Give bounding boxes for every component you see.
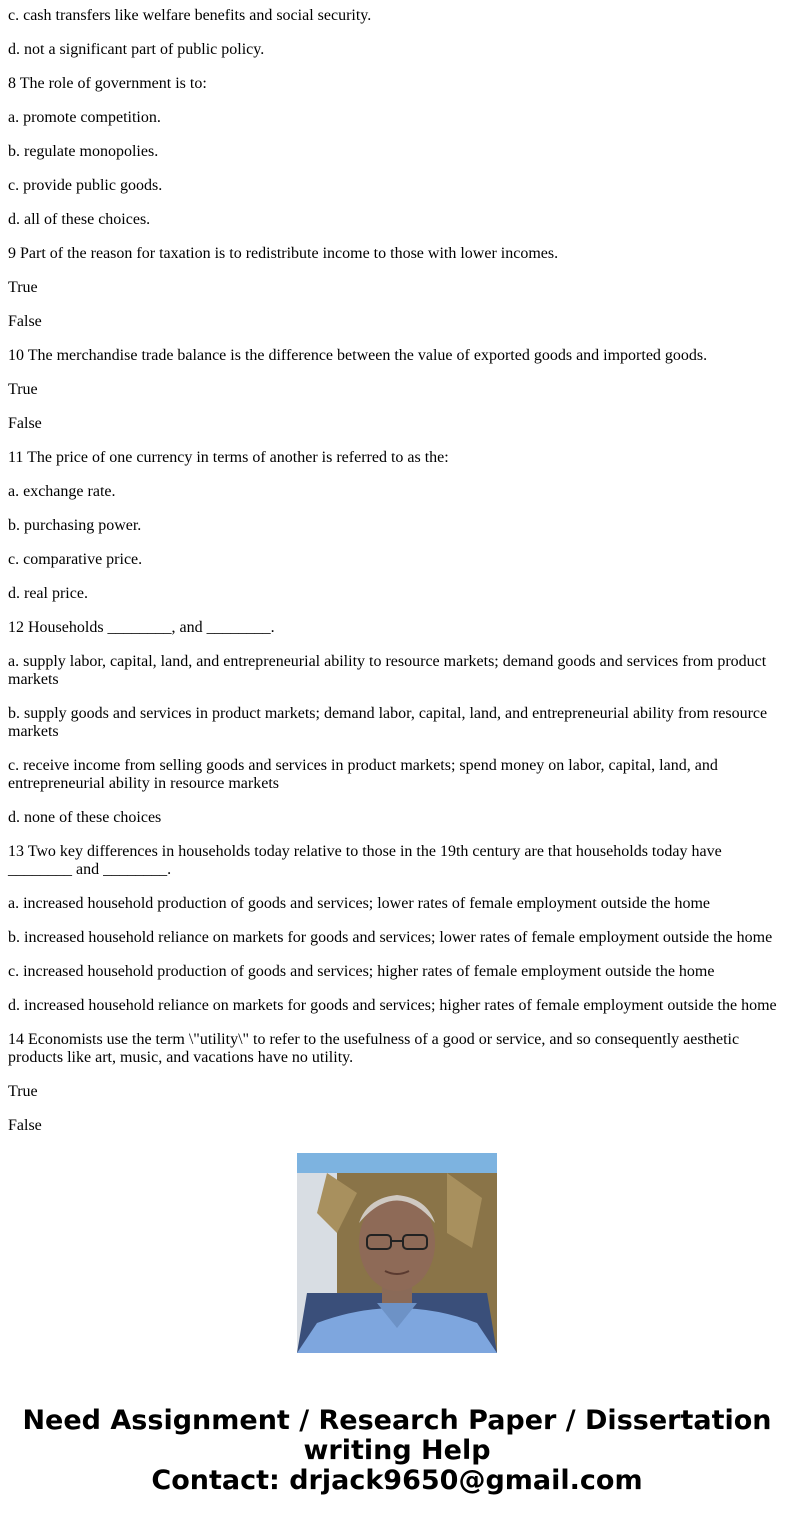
answer-option: b. increased household reliance on markets for goods and services; lower rates of female employment outside the home: [8, 929, 773, 946]
promo-text: [0, 1406, 794, 1496]
answer-option: True: [8, 279, 38, 296]
question-14: 14 Economists use the term \"utility\" to refer to the usefulness of a good or service, and so consequently aesthetic products like art, music, and vacations have no utility.: [8, 1031, 740, 1066]
answer-option: a. promote competition.: [8, 109, 161, 126]
answer-option: b. regulate monopolies.: [8, 143, 159, 160]
answer-option: False: [8, 415, 42, 432]
answer-option: c. receive income from selling goods and services in product markets; spend money on labor, capital, land, and entrepreneurial ability in resource markets: [8, 757, 718, 792]
text-line: c. cash transfers like welfare benefits and social security.: [8, 7, 372, 24]
answer-option: b. supply goods and services in product markets; demand labor, capital, land, and entrepreneurial ability from resource markets: [8, 705, 768, 740]
promo-footer: [0, 1123, 794, 1523]
question-11: 11 The price of one currency in terms of another is referred to as the:: [8, 449, 449, 466]
answer-option: False: [8, 1117, 42, 1134]
answer-option: c. comparative price.: [8, 551, 143, 568]
answer-option: d. all of these choices.: [8, 211, 151, 228]
promo-line: Need Assignment / Research Paper / Dissertation: [22, 1405, 772, 1436]
question-9: 9 Part of the reason for taxation is to redistribute income to those with lower incomes.: [8, 245, 559, 262]
answer-option: d. real price.: [8, 585, 88, 602]
person-photo-icon: [297, 1153, 497, 1353]
answer-option: c. provide public goods.: [8, 177, 163, 194]
answer-option: a. increased household production of goods and services; lower rates of female employment outside the home: [8, 895, 711, 912]
question-8: 8 The role of government is to:: [8, 75, 207, 92]
answer-option: True: [8, 1083, 38, 1100]
answer-option: d. increased household reliance on markets for goods and services; higher rates of female employment outside the home: [8, 997, 777, 1014]
document-content: [8, 0, 786, 1134]
answer-option: True: [8, 381, 38, 398]
text-line: d. not a significant part of public policy.: [8, 41, 265, 58]
answer-option: c. increased household production of goods and services; higher rates of female employment outside the home: [8, 963, 715, 980]
question-12: 12 Households ________, and ________.: [8, 619, 275, 636]
answer-option: b. purchasing power.: [8, 517, 142, 534]
question-13: 13 Two key differences in households today relative to those in the 19th century are that households today have ________ and ________.: [8, 843, 722, 878]
answer-option: False: [8, 313, 42, 330]
answer-option: a. exchange rate.: [8, 483, 116, 500]
answer-option: a. supply labor, capital, land, and entrepreneurial ability to resource markets; demand goods and services from product markets: [8, 653, 767, 688]
promo-line: writing Help: [303, 1435, 491, 1466]
question-10: 10 The merchandise trade balance is the difference between the value of exported goods and imported goods.: [8, 347, 708, 364]
promo-contact: Contact: drjack9650@gmail.com: [151, 1465, 643, 1496]
answer-option: d. none of these choices: [8, 809, 162, 826]
